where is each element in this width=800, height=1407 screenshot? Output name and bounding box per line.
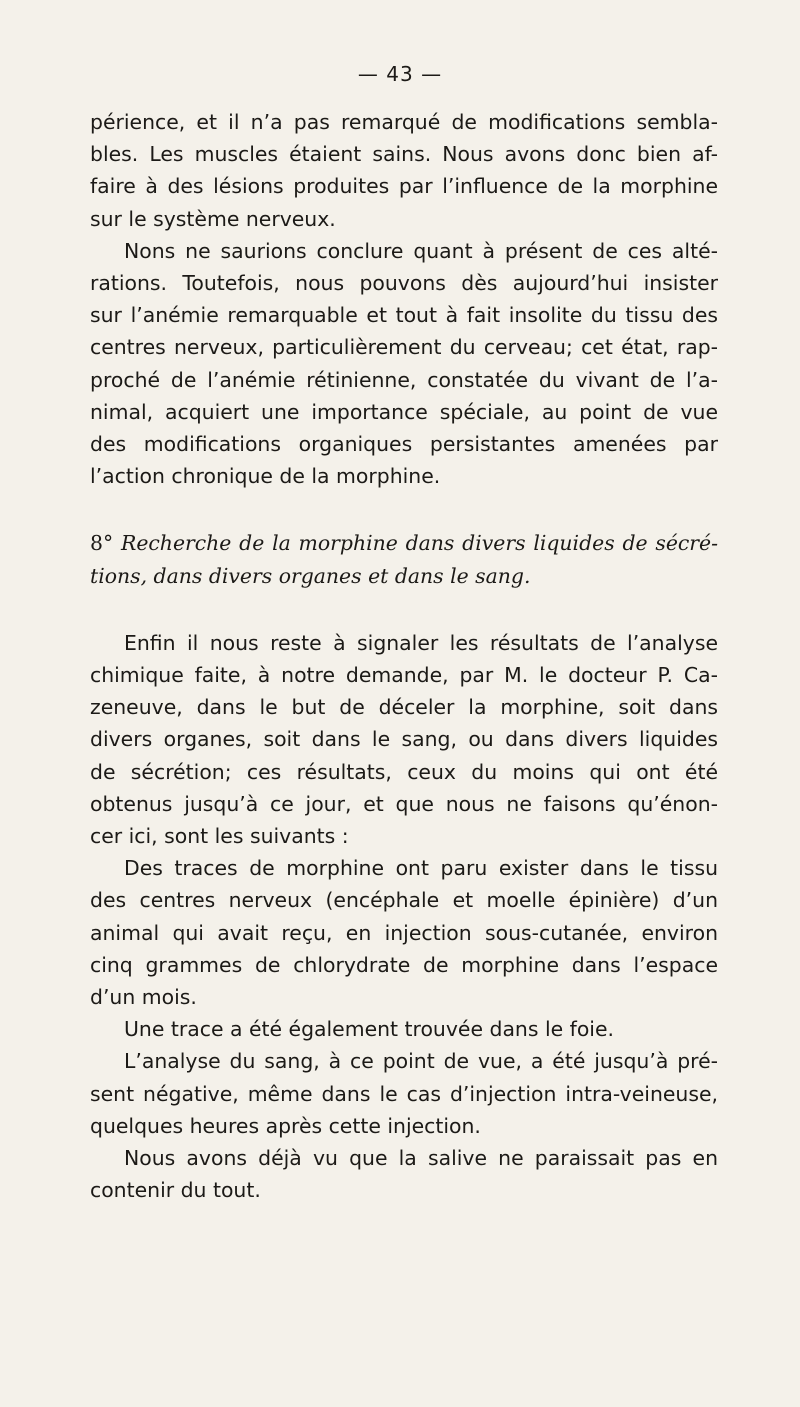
text-line: Une trace a été également trouvée dans le foie. [124, 1017, 615, 1042]
page-number: — 43 — [357, 62, 443, 86]
text-line: sur l’anémie remarquable et tout à fait insolite du tissu des [90, 303, 718, 328]
text-line: L’analyse du sang, à ce point de vue, a été jusqu’à pré- [124, 1049, 718, 1074]
text-line: bles. Les muscles étaient sains. Nous avons donc bien af- [90, 142, 718, 167]
text-line: divers organes, soit dans le sang, ou dans divers liquides [90, 727, 718, 752]
text-line: centres nerveux, particulièrement du cerveau; cet état, rap- [90, 335, 718, 360]
text-line: Nous avons déjà vu que la salive ne paraissait pas en [124, 1146, 718, 1171]
text-line: Des traces de morphine ont paru exister dans le tissu [124, 856, 718, 881]
text-line: sent négative, même dans le cas d’injection intra-veineuse, [90, 1081, 718, 1106]
paragraph-2 [90, 235, 718, 493]
page-body [90, 106, 718, 1207]
section-heading-line [90, 527, 718, 559]
text-line: cer ici, sont les suivants : [90, 824, 349, 849]
text-line: rations. Toutefois, nous pouvons dès aujourd’hui insister [90, 271, 718, 296]
text-line: proché de l’anémie rétinienne, constatée du vivant de l’a- [90, 367, 718, 392]
text-line: Enfin il nous reste à signaler les résultats de l’analyse [124, 630, 718, 655]
text-line: l’action chronique de la morphine. [90, 464, 441, 489]
text-line: contenir du tout. [90, 1178, 261, 1203]
text-line: zeneuve, dans le but de déceler la morphine, soit dans [90, 695, 718, 720]
text-line: obtenus jusqu’à ce jour, et que nous ne faisons qu’énon- [90, 791, 718, 816]
text-line: périence, et il n’a pas remarqué de modifications sembla- [90, 110, 718, 134]
text-line: nimal, acquiert une importance spéciale, au point de vue [90, 399, 718, 424]
paragraph-5 [90, 1013, 718, 1045]
text-line: cinq grammes de chlorydrate de morphine dans l’espace [90, 952, 718, 977]
paragraph-7 [90, 1142, 718, 1206]
text-line: des centres nerveux (encéphale et moelle épinière) d’un [90, 888, 718, 913]
paragraph-4 [90, 852, 718, 1013]
section-heading-line: tions, dans divers organes et dans le sang. [90, 563, 531, 588]
text-line: de sécrétion; ces résultats, ceux du moins qui ont été [90, 759, 718, 784]
paragraph-3 [90, 627, 718, 852]
text-line: Nons ne saurions conclure quant à présent de ces alté- [124, 238, 718, 263]
paragraph-6 [90, 1045, 718, 1142]
section-number: 8° [90, 531, 114, 556]
text-line: quelques heures après cette injection. [90, 1113, 481, 1138]
text-line: des modifications organiques persistantes amenées par [90, 432, 718, 457]
text-line: sur le système nerveux. [90, 206, 336, 231]
text-line: faire à des lésions produites par l’influence de la morphine [90, 174, 718, 199]
text-line: d’un mois. [90, 985, 197, 1010]
section-heading [90, 527, 718, 591]
text-line: animal qui avait reçu, en injection sous-cutanée, environ [90, 920, 718, 945]
paragraph-1 [90, 106, 718, 235]
text-line: chimique faite, à notre demande, par M. le docteur P. Ca- [90, 663, 718, 688]
section-title-part: Recherche de la morphine dans divers liquides de sécré- [120, 531, 719, 556]
